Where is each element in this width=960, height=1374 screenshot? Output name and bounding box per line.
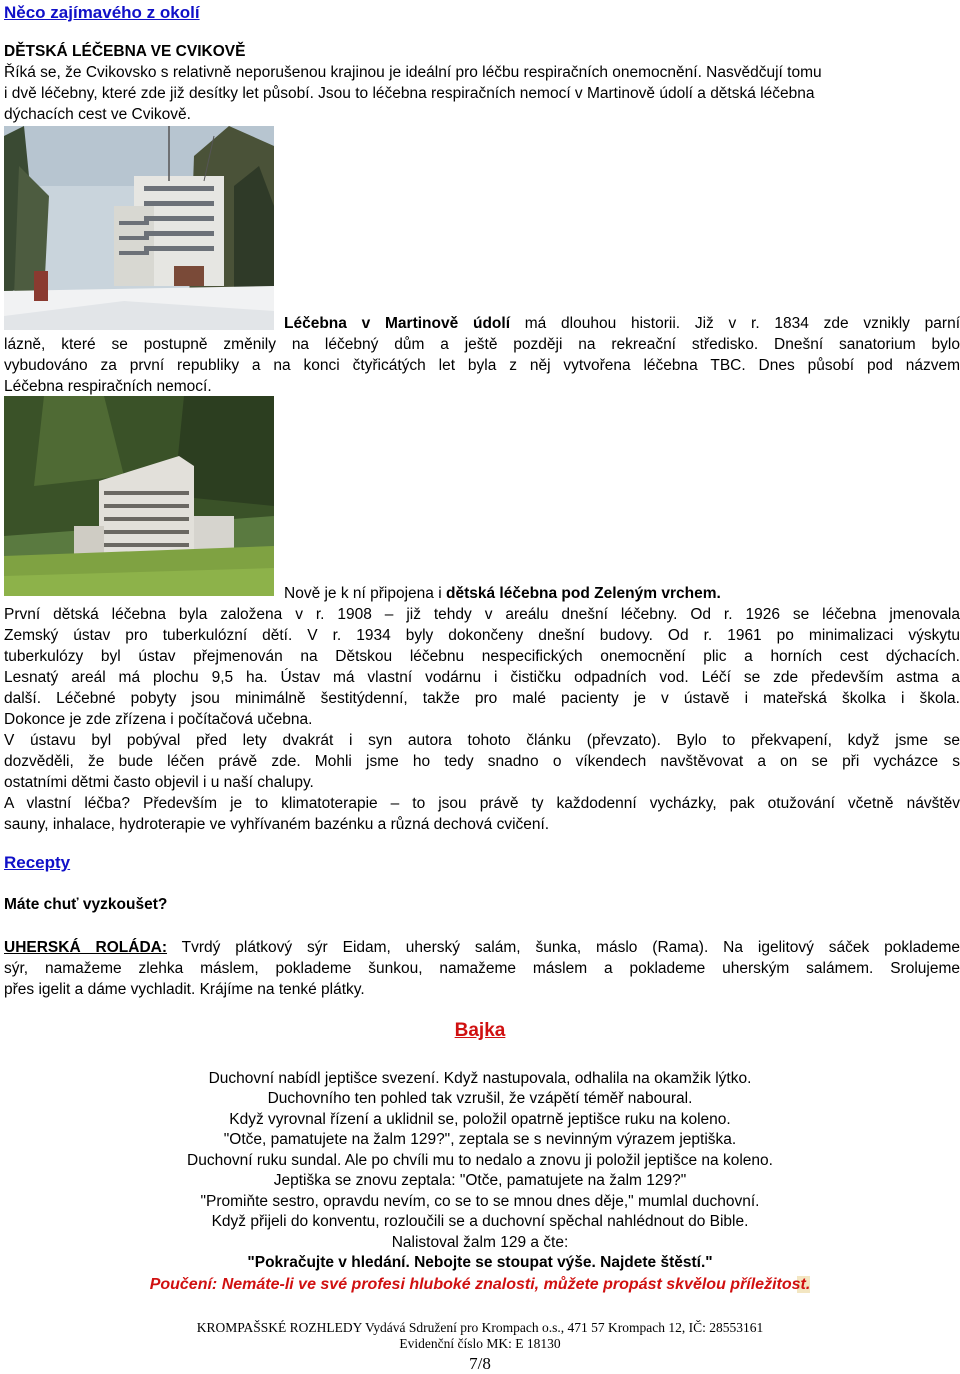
fable-moral: [0, 1275, 960, 1296]
zeleny-line: [284, 583, 721, 604]
martinov-first-line: [284, 313, 960, 334]
martinov-bold: Léčebna v Martinově údolí: [284, 315, 511, 332]
zeleny-bold: dětská léčebna pod Zeleným vrchem.: [445, 585, 721, 602]
section-title: DĚTSKÁ LÉČEBNA VE CVIKOVĚ: [4, 43, 246, 60]
intro-line-1: Říká se, že Cvikovsko s relativně neporušenou krajinou je ideální pro léčbu respiračních onemocnění. Nasvědčují tomu: [4, 64, 822, 81]
history-line-1: První dětská léčebna byla založena v r. 1908 – již tehdy v areálu dnešní léčebny. Od r. 1926 se léčebna jmenovala: [4, 606, 960, 623]
fable-line-3: Když vyrovnal řízení a uklidnil se, položil opatrně jeptišce ruku na koleno.: [229, 1111, 731, 1128]
recipes-link[interactable]: Recepty: [4, 853, 71, 872]
martinov-line-4: Léčebna respiračních nemocí.: [4, 378, 212, 395]
footer-registration: Evidenční číslo MK: E 18130: [399, 1336, 561, 1351]
fable-moral-text: Poučení: Nemáte-li ve své profesi hluboké znalosti, můžete propást skvělou příležitost.: [149, 1276, 811, 1293]
page-number: 7/8: [469, 1354, 491, 1373]
fable-line-7: "Promiňte sestro, opravdu nevím, co se to se mnou dnes děje," mumlal duchovní.: [200, 1193, 760, 1210]
history-line-4: Lesnatý areál má plochu 9,5 ha. Ústav má vlastní vodárnu i čističku odpadních vod. Léčí se zde především astma a: [4, 669, 960, 686]
fable-line-8: Když přijeli do konventu, rozloučili se a duchovní spěchal nahlédnout do Bible.: [211, 1213, 749, 1230]
intro-line-3: dýchacích cest ve Cvikově.: [4, 106, 191, 123]
zeleny-prefix: Nově je k ní připojena i: [284, 585, 446, 602]
fable-line-2: Duchovního ten pohled tak vzrušil, že vzápětí téměř naboural.: [267, 1090, 693, 1107]
son-line-2: dozvěděli, že bude léčen právě zde. Mohli jsme ho tedy snadno o víkendech navštěvovat a on se při vycházce s: [4, 753, 960, 770]
recipe-line-3: přes igelit a dáme vychladit. Krájíme na tenké plátky.: [4, 981, 365, 998]
fable-line-5: Duchovní ruku sundal. Ale po chvíli mu to nedalo a znovu ji položil jeptišce na koleno.: [187, 1152, 773, 1169]
history-line-6: Dokonce je zde zřízena i počítačová učebna.: [4, 711, 313, 728]
fable-line-9: Nalistoval žalm 129 a čte:: [391, 1234, 569, 1251]
therapy-line-2: sauny, inhalace, hydroterapie ve vyhřívaném bazénku a různá dechová cvičení.: [4, 816, 550, 833]
recipes-question: Máte chuť vyzkoušet?: [4, 896, 168, 913]
son-line-1: V ústavu byl pobýval před lety dvakrát i syn autora tohoto článku (převzato). Bylo to překvapení, když jsme se: [4, 732, 960, 749]
header-link[interactable]: Něco zajímavého z okolí: [4, 3, 200, 22]
fable-title: Bajka: [454, 1020, 506, 1041]
martinov-line-2: lázně, které se postupně změnily na léčebný dům a ještě později na rekreační středisko. Dnešní sanatorium bylo: [4, 336, 960, 353]
son-line-3: ostatními dětmi často objevil i u naší chalupy.: [4, 774, 314, 791]
footer-publisher: KROMPAŠSKÉ ROZHLEDY Vydává Sdružení pro Krompach o.s., 471 57 Krompach 12, IČ: 28553161: [196, 1320, 764, 1335]
fable-line-6: Jeptiška se znovu zeptala: "Otče, pamatujete na žalm 129?": [273, 1172, 687, 1189]
recipe-first-text: Tvrdý plátkový sýr Eidam, uherský salám, šunka, máslo (Rama). Na igelitový sáček poklademe: [167, 939, 960, 956]
recipe-first-line: [4, 937, 960, 958]
martinov-line-3: vybudováno za první republiky a na konci čtyřicátých let byla z něj vytvořena léčebna TBC. Dnes působí pod názvem: [4, 357, 960, 374]
fable-line-1: Duchovní nabídl jeptišce svezení. Když nastupovala, odhalila na okamžik lýtko.: [208, 1070, 752, 1087]
recipe-title: UHERSKÁ ROLÁDA:: [4, 939, 168, 956]
fable-line-4: "Otče, pamatujete na žalm 129?", zeptala se s nevinným výrazem jeptiška.: [223, 1131, 737, 1148]
martinov-first-text: má dlouhou historii. Již v r. 1834 zde vznikly parní: [510, 315, 960, 332]
intro-line-2: i dvě léčebny, které zde již desítky let působí. Jsou to léčebna respiračních nemocí v Martinově údolí a dětská léčebna: [4, 85, 815, 102]
recipe-line-2: sýr, namažeme zlehka máslem, poklademe šunkou, namažeme máslem a poklademe uherským salámem. Srolujeme: [4, 960, 960, 977]
history-line-3: tuberkulózy byl ústav přejmenován na Dětskou léčebnu nespecifických onemocnění plic a horních cest dýchacích.: [4, 648, 960, 665]
martinov-sanatorium-photo: [4, 126, 274, 330]
zeleny-vrch-photo: [4, 396, 274, 596]
fable-quote: "Pokračujte v hledání. Nebojte se stoupat výše. Najdete štěstí.": [247, 1254, 713, 1271]
history-line-5: další. Léčebné pobyty jsou minimálně šestitýdenní, takže pro malé pacienty je v ústavě i mateřská školka i škola.: [4, 690, 960, 707]
history-line-2: Zemský ústav pro tuberkulózní dětí. V r. 1934 byly dokončeny dnešní budovy. Od r. 1961 po minimalizaci výskytu: [4, 627, 960, 644]
therapy-line-1: A vlastní léčba? Především je to klimatoterapie – to jsou právě ty každodenní vycházky, pak otužování včetně návštěv: [4, 795, 960, 812]
